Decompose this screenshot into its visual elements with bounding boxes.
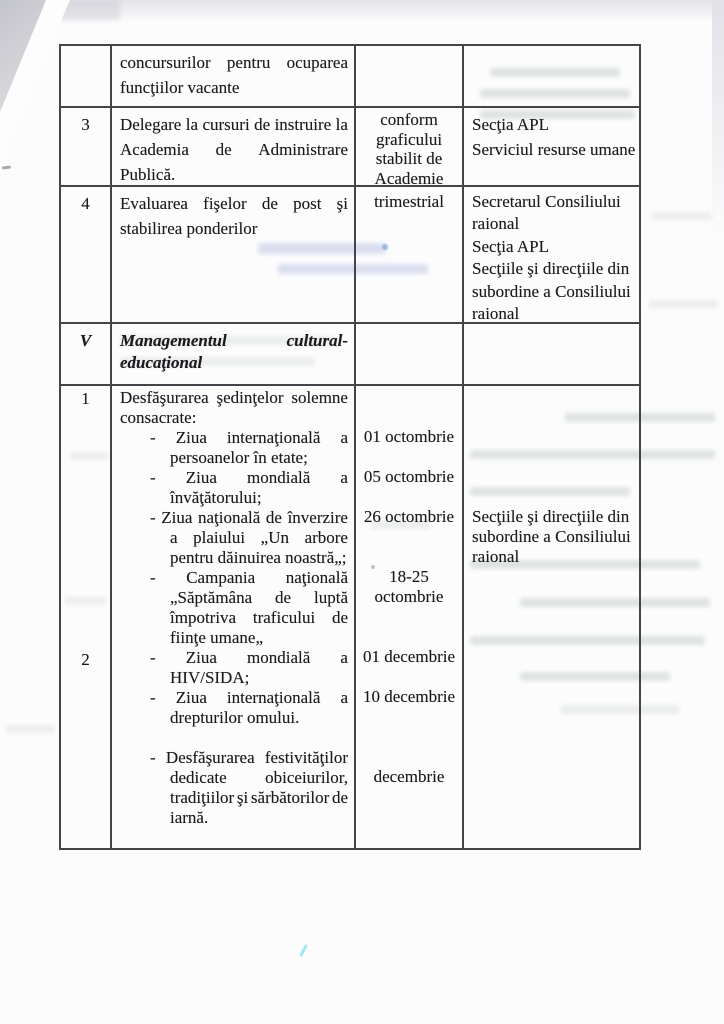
text-line <box>120 728 348 748</box>
text-line: învăţătorului; <box>170 488 262 507</box>
cell-activity-1-2 <box>112 386 356 848</box>
text-line: stabilirea ponderilor <box>120 219 258 238</box>
text-line: fiinţe umane„ <box>170 628 263 647</box>
text-line: dedicate obiceiurilor, <box>170 768 348 787</box>
text-line: raional <box>472 547 520 566</box>
text-line: a plaiului „Un arbore <box>170 528 348 547</box>
text-line: decembrie <box>373 767 445 786</box>
text-line: consacrate: <box>120 408 197 427</box>
scan-right-edge-shadow <box>712 0 724 240</box>
text-line: Delegare la cursuri de instruire la <box>120 115 348 134</box>
text-line: 18-25 <box>389 567 429 586</box>
text-line: - Ziua mondială a <box>150 648 348 667</box>
cell-resp-3 <box>464 108 639 187</box>
text-line: funcţiilor vacante <box>120 78 240 97</box>
text-line: 3 <box>81 115 90 134</box>
text-line: 10 decembrie <box>362 687 456 706</box>
text-line: - Campania naţională <box>150 568 348 587</box>
activity-plan-table <box>59 44 641 850</box>
text-line: concursurilor pentru ocuparea <box>120 53 348 72</box>
text-line: Academia de Administrare <box>120 140 348 159</box>
text-line: trimestrial <box>374 192 444 211</box>
text-line: Desfăşurarea şedinţelor solemne <box>120 388 348 407</box>
text-line: iarnă. <box>170 808 209 827</box>
cell-term-continuation <box>356 46 464 108</box>
text-line: „Săptămâna de luptă <box>170 588 348 607</box>
cell-term-V <box>356 324 464 386</box>
cell-activity-4 <box>112 187 356 324</box>
text-line: Secţiile şi direcţiile din <box>472 259 630 279</box>
text-line: octombrie <box>374 587 444 606</box>
text-line: raional <box>472 214 520 234</box>
text-line: HIV/SIDA; <box>170 668 250 687</box>
text-line: 4 <box>81 194 90 213</box>
cell-term-4 <box>356 187 464 324</box>
text-line: pentru dăinuirea noastră„; <box>170 548 347 567</box>
text-line: Secţia APL <box>472 115 549 134</box>
cell-term-3 <box>356 108 464 187</box>
text-line: subordine a Consiliului <box>472 527 631 546</box>
cell-nr-continuation <box>61 46 112 108</box>
text-line: - Ziua naţională de înverzire <box>150 508 348 527</box>
text-line: subordine a Consiliului <box>472 281 631 301</box>
text-line: 2 <box>81 650 90 669</box>
cell-term-1-2 <box>356 386 464 848</box>
text-line: Publică. <box>120 165 176 184</box>
cyan-pen-mark <box>299 944 308 957</box>
text-line: tradiţiilor şi sărbătorilor de <box>170 788 348 807</box>
text-line: Managementul cultural- <box>120 331 348 350</box>
cell-nr-3 <box>61 108 112 187</box>
text-line: - Ziua internaţională a <box>150 428 348 447</box>
text-line: Academie <box>374 168 444 188</box>
text-line: drepturilor omului. <box>170 708 300 727</box>
text-line: Evaluarea fişelor de post şi <box>120 194 348 213</box>
cell-resp-4 <box>464 187 639 324</box>
cell-resp-V <box>464 324 639 386</box>
text-line: persoanelor în etate; <box>170 448 308 467</box>
page-corner-fold-shadow <box>0 0 60 120</box>
pencil-mark <box>2 165 11 169</box>
text-line: - Desfăşurarea festivităţilor <box>150 748 348 767</box>
cell-resp-1-2 <box>464 386 639 848</box>
cell-nr-V <box>61 324 112 386</box>
text-line: 26 octombrie <box>363 507 455 526</box>
text-line: Secretarul Consiliului <box>472 192 621 211</box>
text-line: 01 decembrie <box>362 647 456 666</box>
cell-resp-continuation <box>464 46 639 108</box>
cell-nr-1-2 <box>61 386 112 848</box>
text-line: raional <box>472 303 520 323</box>
scan-top-shadow-dark <box>0 0 120 20</box>
cell-nr-4 <box>61 187 112 324</box>
text-line: împotriva traficului de <box>170 608 348 627</box>
cell-activity-continuation <box>112 46 356 108</box>
bleedthrough-mark <box>648 300 718 308</box>
cell-activity-3 <box>112 108 356 187</box>
text-line: V <box>79 331 92 350</box>
text-line: conform <box>380 110 438 129</box>
text-line: educaţional <box>120 353 203 372</box>
text-line: - Ziua mondială a <box>150 468 348 487</box>
text-line: 01 octombrie <box>363 427 455 446</box>
bleedthrough-mark <box>5 725 55 733</box>
bleedthrough-mark <box>652 212 712 220</box>
text-line: Serviciul resurse umane <box>472 140 636 159</box>
text-line: graficului <box>375 129 443 149</box>
cell-section-V-title <box>112 324 356 386</box>
scan-top-shadow-band <box>0 0 724 22</box>
text-line: Secţia APL <box>472 236 549 256</box>
text-line: Secţiile şi direcţiile din <box>472 507 630 526</box>
text-line: - Ziua internaţională a <box>150 688 348 707</box>
text-line: stabilit de <box>375 149 443 168</box>
text-line: 05 octombrie <box>363 467 455 486</box>
text-line: 1 <box>81 389 90 408</box>
